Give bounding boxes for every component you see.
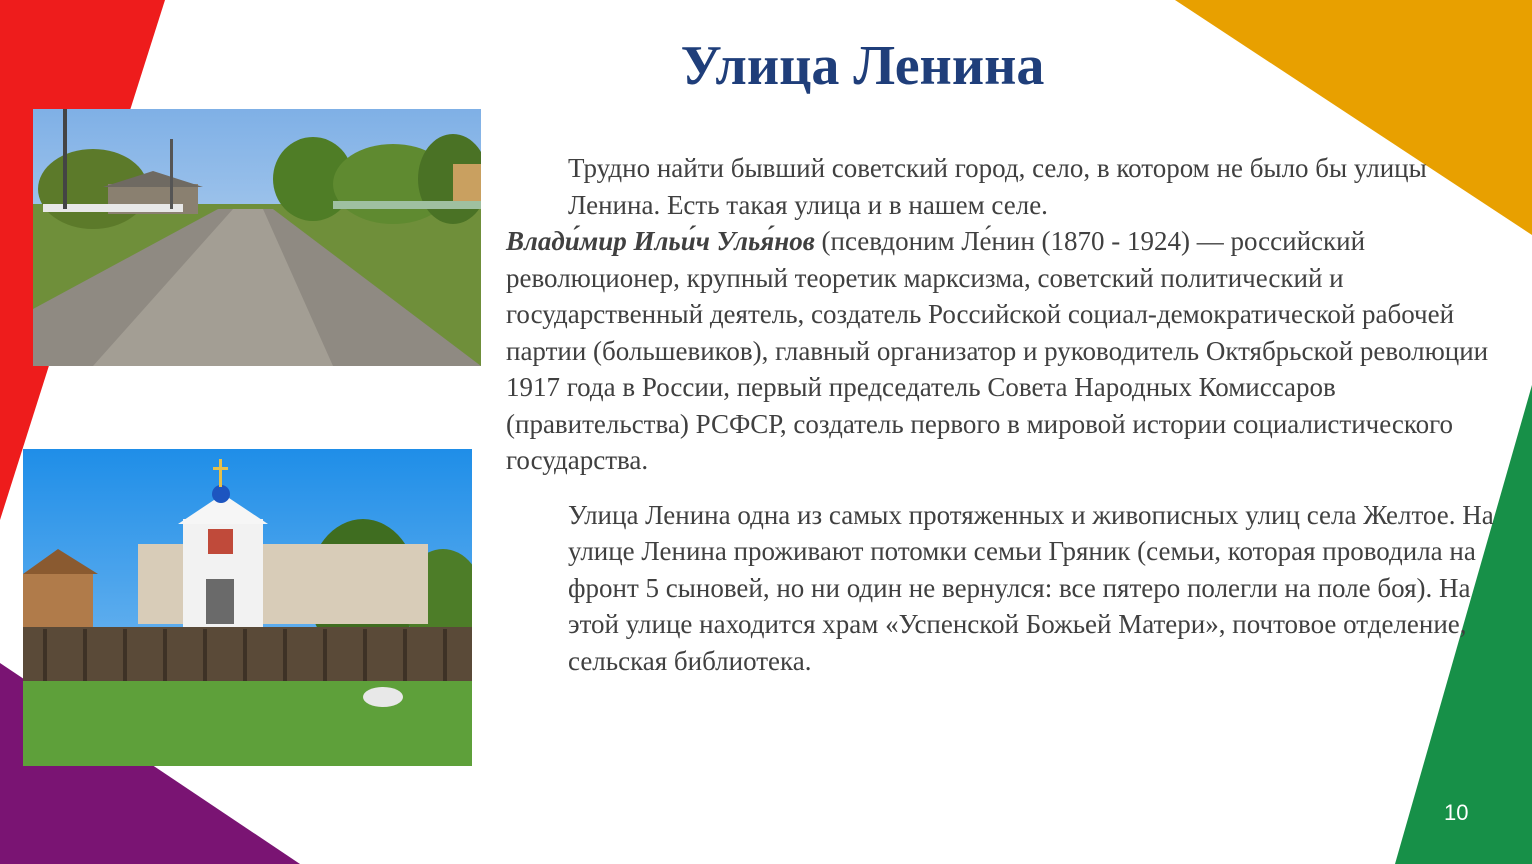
biography-text: (псевдоним Ле́нин (1870 - 1924) — российский революционер, крупный теоретик марксизма, советский политический и государственный деятель, создатель Российской социал-демократической рабочей партии (большевиков), главный организатор и руководитель Октябрьской революции 1917 года в России, первый председатель Совета Народных Комиссаров (правительства) РСФСР, создатель первого в мировой истории социалистического государства. bbox=[506, 226, 1489, 475]
street-description-paragraph: Улица Ленина одна из самых протяженных и живописных улиц села Желтое. На улице Ленина проживают потомки семьи Гряник (семьи, которая проводила на фронт 5 сыновей, но ни один не вернулся: все пятеро полегли на поле боя). На этой улице находится храм «Успенской Божьей Матери», почтовое отделение, сельская библиотека. bbox=[568, 499, 1494, 676]
intro-paragraph: Трудно найти бывший советский город, село, в котором не было бы улицы Ленина. Есть такая улица и в нашем селе. bbox=[568, 153, 1427, 220]
road-photo bbox=[33, 109, 481, 366]
page-number: 10 bbox=[1444, 800, 1469, 825]
biography-paragraph bbox=[506, 223, 1506, 479]
slide-body-text bbox=[506, 150, 1506, 679]
church-photo bbox=[23, 449, 472, 766]
slide-title: Улица Ленина bbox=[680, 35, 1045, 97]
lenin-full-name: Влади́мир Ильи́ч Улья́нов bbox=[506, 226, 815, 256]
